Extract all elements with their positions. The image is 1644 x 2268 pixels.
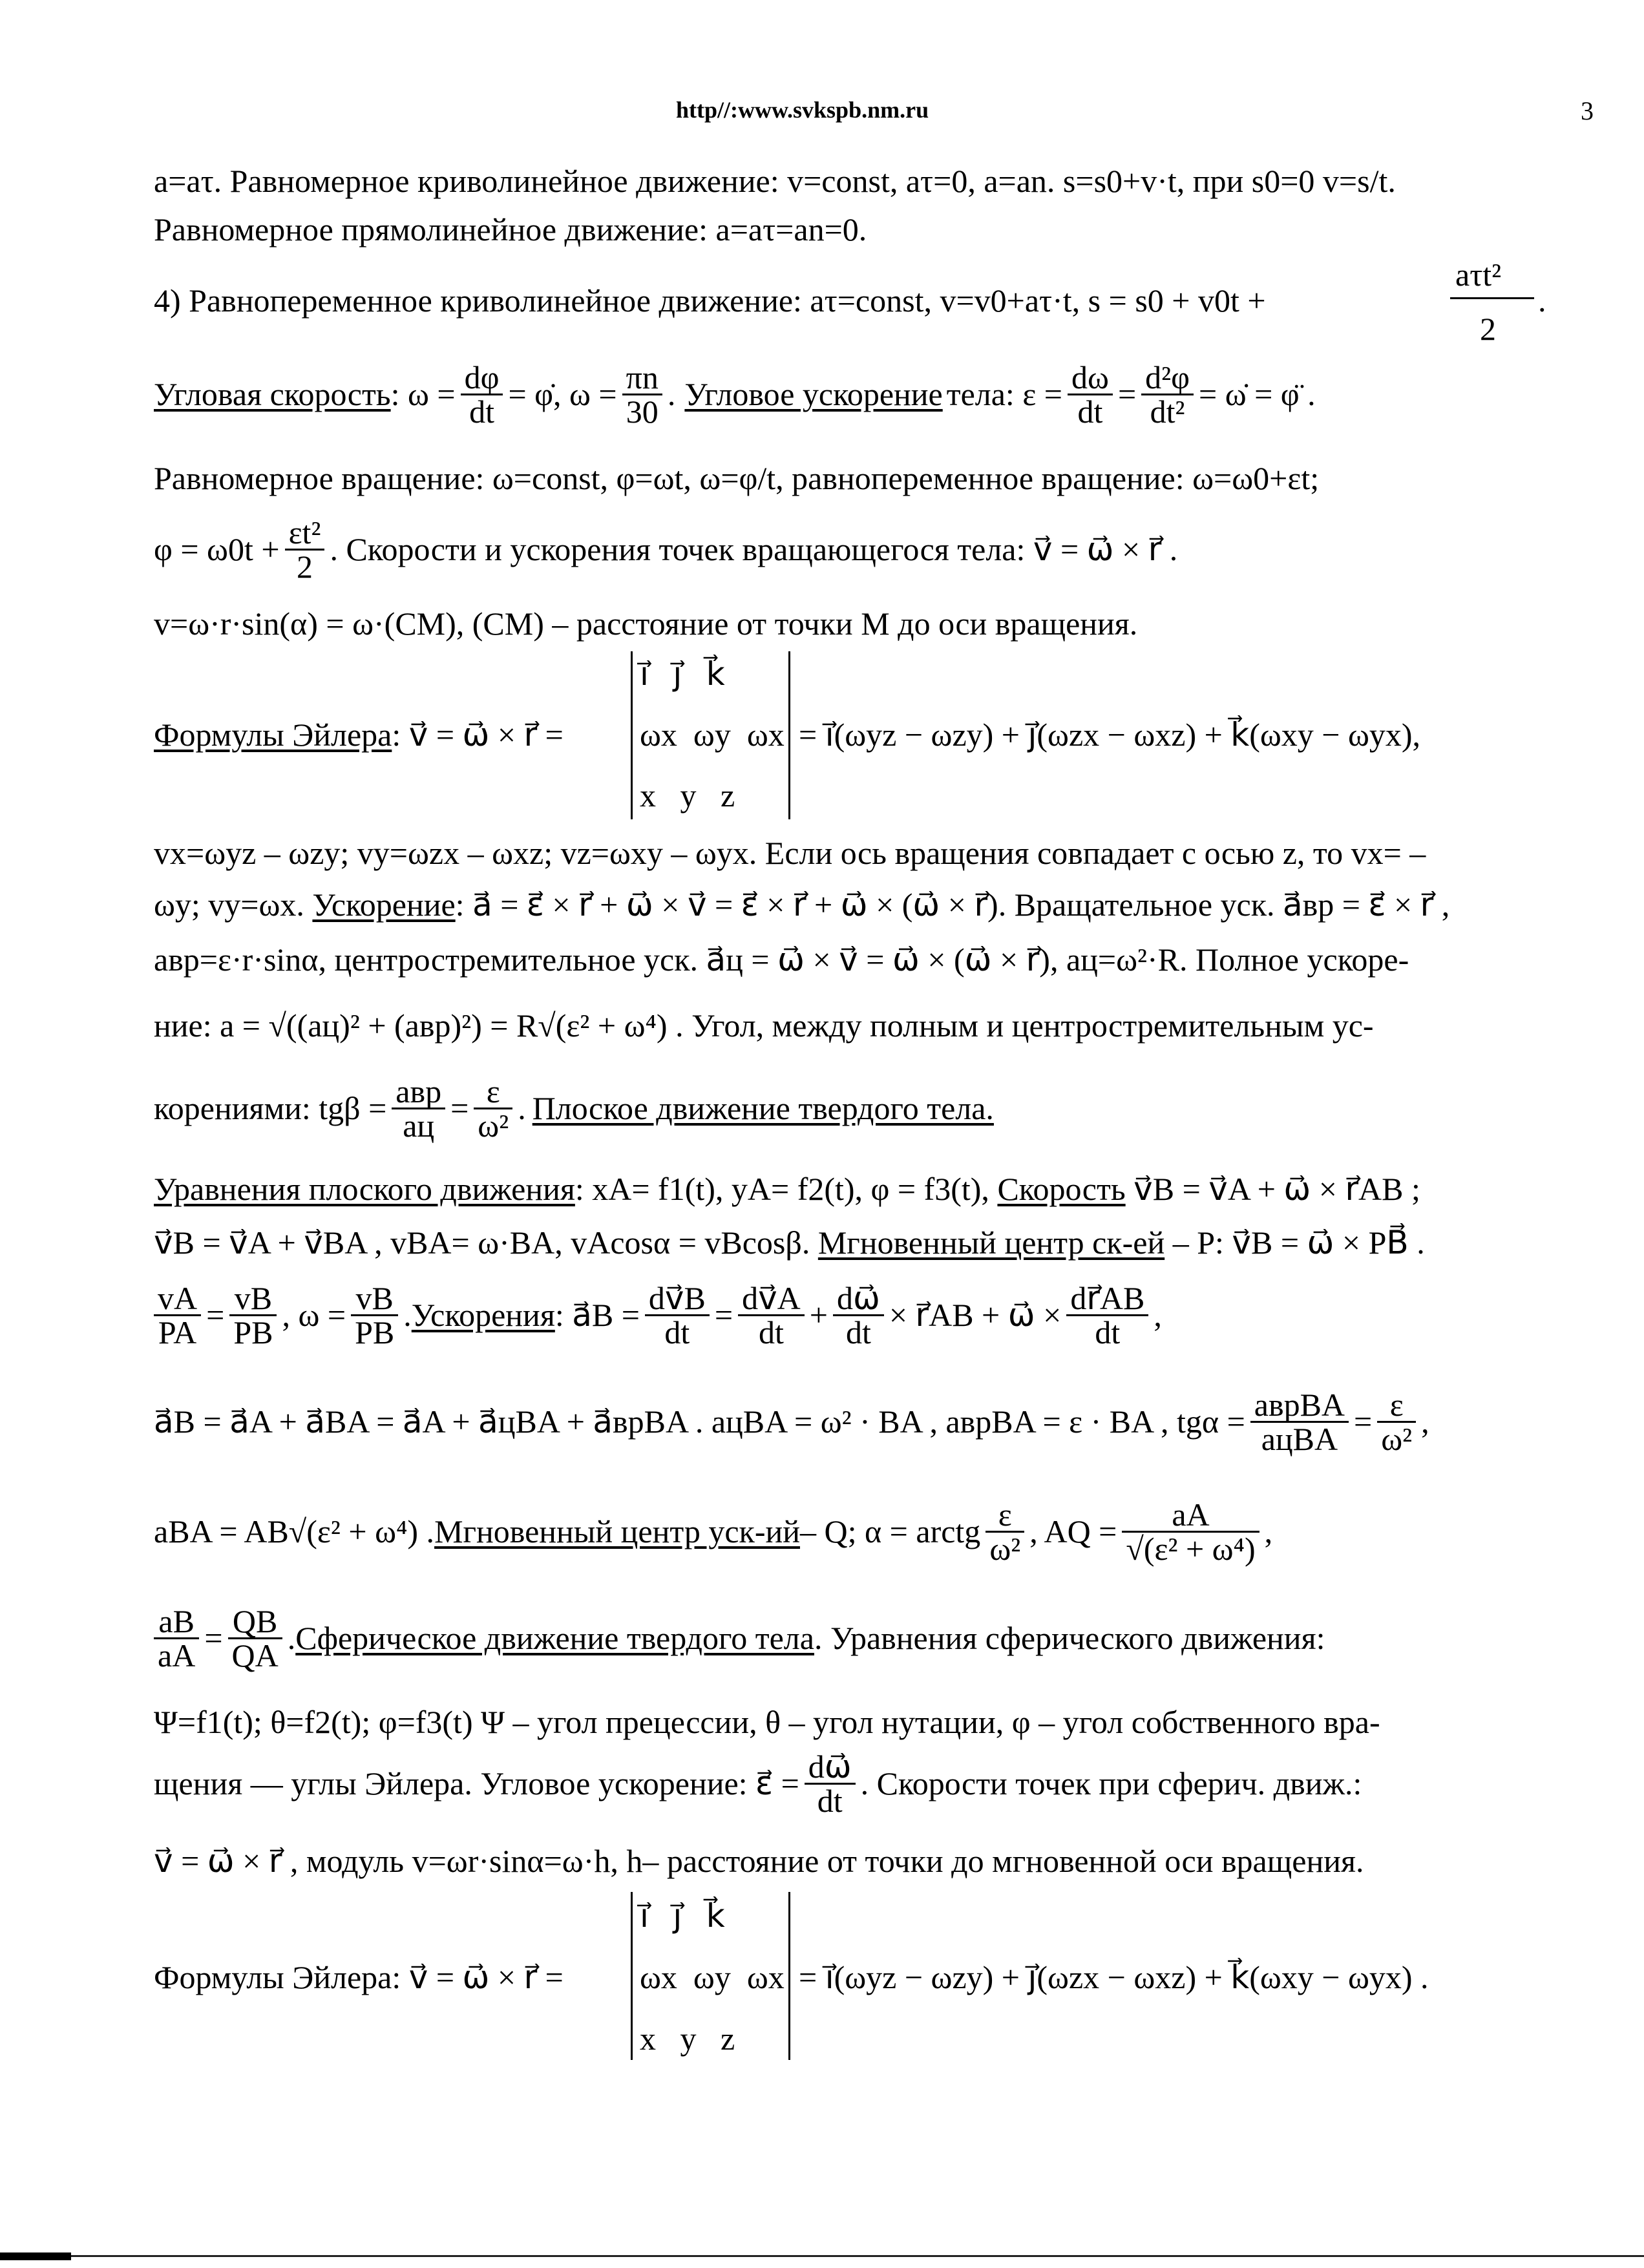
denominator: dt	[758, 1314, 784, 1350]
denominator: PB	[233, 1314, 273, 1350]
numerator: dω⃗	[805, 1750, 856, 1785]
determinant-row-3: x y z	[640, 777, 735, 814]
numerator: QB	[228, 1605, 282, 1639]
line-angular-velocity	[154, 359, 1316, 430]
line-instant-center-velocities	[154, 1226, 1425, 1259]
fraction	[392, 1075, 445, 1142]
denominator: 2	[297, 548, 313, 585]
numerator: ε	[474, 1075, 512, 1109]
header-url: http//:www.svkspb.nm.ru	[676, 97, 929, 123]
determinant-row-1: i⃗ j⃗ k⃗	[640, 1898, 725, 1934]
fraction	[1141, 361, 1194, 428]
line-rotation-angle	[154, 514, 1177, 585]
denominator: aA	[158, 1637, 196, 1674]
text: : a⃗B =	[554, 1297, 640, 1333]
numerator: vB	[229, 1282, 277, 1316]
denominator: ω²	[1381, 1420, 1413, 1457]
euler-formulas-term: Формулы Эйлера	[154, 717, 392, 753]
acceleration-term: Ускорение	[312, 887, 456, 923]
denominator: dt	[469, 393, 494, 430]
fraction	[1250, 1386, 1349, 1457]
scan-edge-mark	[0, 2252, 71, 2260]
text: , ω =	[282, 1297, 346, 1333]
formula-s-denominator: 2	[1480, 311, 1496, 347]
determinant-left-bar	[631, 1892, 633, 2060]
line-angle-tg-beta	[154, 1066, 994, 1150]
text: =	[206, 1297, 225, 1333]
numerator: aвр	[392, 1075, 445, 1109]
fraction	[1122, 1498, 1259, 1565]
text: =	[204, 1620, 223, 1656]
numerator: aврBA	[1250, 1389, 1349, 1423]
line-velocity-spherical: v⃗ = ω⃗ × r⃗ , модуль v=ωr·sinα=ω·h, h– расстояние от точки до мгновенной оси вращения.	[154, 1843, 1364, 1879]
denominator: PB	[355, 1314, 395, 1350]
text: : xA= f1(t), yA= f2(t), φ = f3(t),	[574, 1171, 998, 1207]
numerator: dv⃗B	[645, 1282, 710, 1316]
numerator: εt²	[285, 516, 325, 551]
line-uniform-rotation: Равномерное вращение: ω=const, φ=ωt, ω=φ/t, равнопеременное вращение: ω=ω0+εt;	[154, 460, 1320, 496]
numerator: dv⃗A	[738, 1282, 805, 1316]
numerator: ε	[985, 1498, 1024, 1533]
text: . Уравнения сферического движения:	[814, 1620, 1325, 1656]
denominator: aц	[403, 1107, 435, 1144]
text: : v⃗ = ω⃗ × r⃗ =	[392, 717, 564, 753]
line-instant-center-accel	[154, 1486, 1272, 1577]
accelerations-term: Ускорения	[411, 1297, 555, 1333]
numerator: πn	[622, 361, 662, 395]
fraction	[738, 1279, 805, 1350]
text: . Скорости точек при сферич. движ.:	[860, 1765, 1362, 1801]
line-centripetal: aвр=ε·r·sinα, центростремительное уск. a⃗ц = ω⃗ × v⃗ = ω⃗ × (ω⃗ × r⃗), aц=ω²·R. Полное ускоре-	[154, 941, 1409, 978]
spherical-motion-term: Сферическое движение твердого тела	[295, 1620, 814, 1656]
denominator: 30	[626, 393, 659, 430]
text: : a⃗ = ε⃗ × r⃗ + ω⃗ × v⃗ = ε⃗ × r⃗ + ω⃗ × (ω⃗ × r⃗). Вращательное уск. a⃗вр = ε⃗ × r⃗ ,	[455, 887, 1450, 923]
denominator: aцBA	[1261, 1420, 1338, 1457]
text: , AQ =	[1029, 1513, 1117, 1549]
line-spherical-motion	[154, 1596, 1325, 1680]
determinant-row-3: x y z	[640, 2021, 735, 2057]
formula-s-end: .	[1538, 282, 1546, 319]
formula-s-numerator: aτt²	[1455, 257, 1502, 293]
denominator: dt²	[1150, 393, 1185, 430]
text: +	[809, 1297, 828, 1333]
line-full-acceleration: ние: a = √((aц)² + (aвр)²) = R√(ε² + ω⁴) . Угол, между полным и центростремительным ус-	[154, 1007, 1374, 1044]
text: × r⃗AB + ω⃗ ×	[889, 1297, 1062, 1333]
text: aBA = AB√(ε² + ω⁴) .	[154, 1513, 435, 1549]
fraction	[645, 1279, 710, 1350]
fraction	[474, 1075, 512, 1142]
text: .	[403, 1297, 412, 1333]
line-accelerations-plane	[154, 1273, 1162, 1357]
fraction	[1066, 1279, 1148, 1350]
denominator: dt	[1077, 393, 1103, 430]
line-euler-formulas	[154, 719, 564, 751]
numerator: vA	[154, 1282, 201, 1316]
line-acceleration-b	[154, 1376, 1429, 1467]
denominator: √(ε² + ω⁴)	[1126, 1530, 1256, 1567]
fraction-bar	[1450, 297, 1534, 299]
text: ,	[1421, 1403, 1429, 1440]
text: корениями: tgβ =	[154, 1090, 387, 1126]
text: : ω =	[390, 376, 456, 412]
line-uniform-rectilinear: Равномерное прямолинейное движение: a=aτ=an=0.	[154, 211, 867, 247]
plane-motion-equations-term: Уравнения плоского движения	[154, 1171, 575, 1207]
text: =	[450, 1090, 469, 1126]
text: =	[714, 1297, 733, 1333]
text: v⃗B = v⃗A + ω⃗ × r⃗AB ;	[1125, 1171, 1420, 1207]
text: . Скорости и ускорения точек вращающегося тела: v⃗ = ω⃗ × r⃗ .	[330, 531, 1178, 567]
determinant-right-bar	[788, 651, 790, 819]
text: φ = ω0t +	[154, 531, 280, 567]
text: ,	[1154, 1297, 1162, 1333]
text: ,	[1264, 1513, 1273, 1549]
determinant-row-2: ωx ωy ωx	[640, 717, 785, 753]
velocity-term: Скорость	[997, 1171, 1126, 1207]
text: ωy; vy=ωx.	[154, 887, 313, 923]
fraction	[351, 1279, 398, 1350]
line-uniformly-variable-curvilinear: 4) Равнопеременное криволинейное движение: aτ=const, v=v0+aτ·t, s = s0 + v0t +	[154, 282, 1266, 319]
numerator: d²φ	[1141, 361, 1194, 395]
fraction	[154, 1602, 199, 1674]
numerator: ε	[1377, 1389, 1416, 1423]
denominator: dt	[664, 1314, 690, 1350]
text: .	[667, 376, 676, 412]
text: =	[1354, 1403, 1373, 1440]
numerator: vB	[351, 1282, 398, 1316]
instant-accel-center-term: Мгновенный центр уск-ий	[434, 1513, 800, 1549]
angular-velocity-term: Угловая скорость	[154, 376, 391, 412]
text: = φ̇, ω =	[508, 376, 617, 412]
denominator: dt	[817, 1782, 843, 1819]
page-number: 3	[1581, 96, 1594, 125]
fraction	[229, 1279, 277, 1350]
text: – Q; α = arctg	[799, 1513, 981, 1549]
euler-expansion-2: = i⃗(ωyz − ωzy) + j⃗(ωzx − ωxz) + k⃗(ωxy − ωyx) .	[799, 1959, 1429, 1995]
fraction	[805, 1750, 856, 1817]
line-plane-motion-equations	[154, 1173, 1420, 1205]
line-acceleration	[154, 888, 1449, 921]
text: щения — углы Эйлера. Угловое ускорение: ε⃗ =	[154, 1765, 799, 1801]
numerator: dω⃗	[833, 1282, 884, 1316]
fraction	[833, 1279, 884, 1350]
text: =	[1117, 376, 1137, 412]
numerator: dφ	[461, 361, 503, 395]
line-angular-acceleration-sph	[154, 1741, 1362, 1825]
line-uniform-curvilinear: a=aτ. Равномерное криволинейное движение: v=const, aτ=0, a=an. s=s0+v·t, при s0=0 v=s/t.	[154, 163, 1396, 199]
denominator: dt	[845, 1314, 871, 1350]
denominator: dt	[1095, 1314, 1121, 1350]
text: тела: ε =	[946, 376, 1063, 412]
numerator: dω	[1068, 361, 1113, 395]
text: – P: v⃗B = ω⃗ × PB⃗ .	[1164, 1224, 1425, 1261]
fraction	[461, 361, 503, 428]
text: .	[518, 1090, 526, 1126]
line-velocity-modulus: v=ω·r·sin(α) = ω·(CM), (CM) – расстояние от точки M до оси вращения.	[154, 605, 1138, 642]
text: a⃗B = a⃗A + a⃗BA = a⃗A + a⃗цBA + a⃗врBA . aцBA = ω² · BA , aврBA = ε · BA , tgα =	[154, 1403, 1245, 1440]
text: v⃗B = v⃗A + v⃗BA , vBA= ω·BA, vAcosα = vBcosβ.	[154, 1224, 818, 1261]
text: .	[287, 1620, 296, 1656]
fraction	[285, 516, 325, 583]
numerator: aA	[1122, 1498, 1259, 1533]
denominator: PA	[158, 1314, 197, 1350]
determinant-left-bar	[631, 651, 633, 819]
fraction	[622, 361, 662, 428]
plane-motion-heading: Плоское движение твердого тела.	[532, 1090, 994, 1126]
numerator: aB	[154, 1605, 199, 1639]
fraction	[985, 1498, 1024, 1565]
line-euler-formulas-2: Формулы Эйлера: v⃗ = ω⃗ × r⃗ =	[154, 1959, 564, 1995]
text: = ω̇ = φ̈ .	[1199, 376, 1316, 412]
scan-edge-line	[0, 2255, 1644, 2257]
denominator: ω²	[989, 1530, 1021, 1567]
euler-expansion: = i⃗(ωyz − ωzy) + j⃗(ωzx − ωxz) + k⃗(ωxy − ωyx),	[799, 717, 1421, 753]
determinant-row-2: ωx ωy ωx	[640, 1959, 785, 1995]
fraction	[228, 1602, 282, 1674]
fraction	[1068, 361, 1113, 428]
line-euler-angles: Ψ=f1(t); θ=f2(t); φ=f3(t) Ψ – угол прецессии, θ – угол нутации, φ – угол собственного вра-	[154, 1704, 1380, 1740]
line-velocity-components: vx=ωyz – ωzy; vy=ωzx – ωxz; vz=ωxy – ωyx. Если ось вращения совпадает с осью z, то vx= –	[154, 835, 1426, 871]
determinant-right-bar	[788, 1892, 790, 2060]
numerator: dr⃗AB	[1066, 1282, 1148, 1316]
fraction	[154, 1279, 201, 1350]
fraction	[1377, 1386, 1416, 1457]
denominator: QA	[231, 1637, 279, 1674]
denominator: ω²	[478, 1107, 509, 1144]
determinant-row-1: i⃗ j⃗ k⃗	[640, 656, 725, 692]
angular-acceleration-term: Угловое ускорение	[684, 376, 943, 412]
instant-velocity-center-term: Мгновенный центр ск-ей	[817, 1224, 1165, 1261]
